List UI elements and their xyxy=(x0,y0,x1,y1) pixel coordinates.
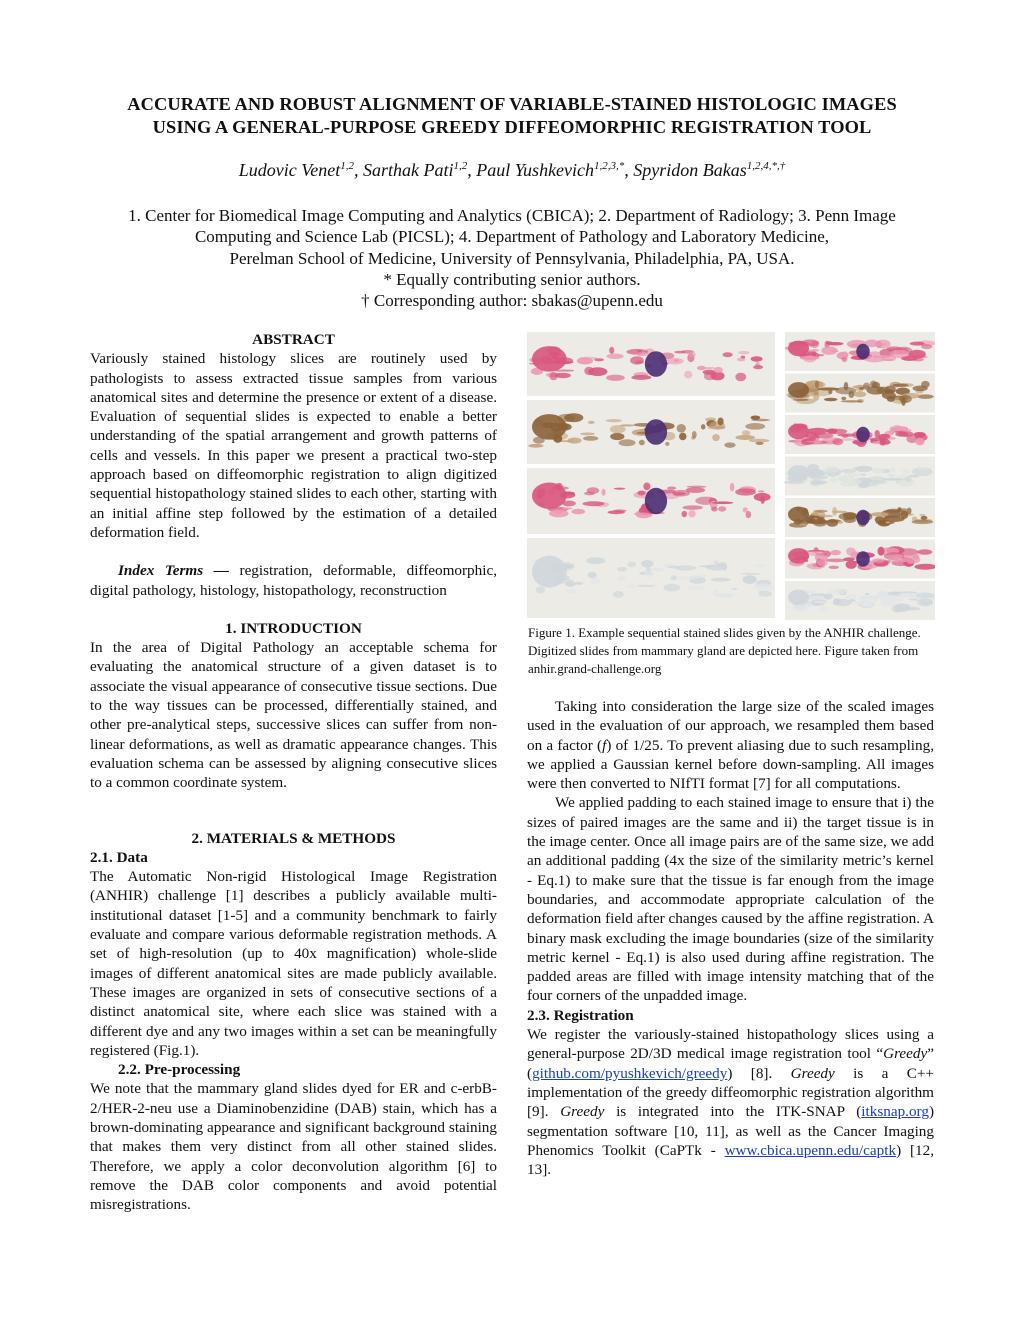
data-text: The Automatic Non-rigid Histological Image Registration (ANHIR) challenge [1] describes a publicly available multi-institutional dataset [1-5] and a community benchmark to fairly evaluate and compare various deformable registration methods. A set of high-resolution (up to 40x magnification) whole-slide images of different anatomical sites are made publicly available. These images are organized in sets of consecutive sections of a distinct anatomical site, where each slice was stained with a different dye and any two images within a set can be meaningfully registered (Fig.1). xyxy=(90,868,497,1059)
author-list: Ludovic Venet$^{1,2}$, Sarthak Pati$^{1,2}$, Paul Yushkevich$^{1,2,3,*}$, Spyridon Bakas$^{1,2,4,*,\dagger}$ xyxy=(238,160,786,180)
figure-1-caption: Figure 1. Example sequential stained slides given by the ANHIR challenge. Digitized slides from mammary gland are depicted here. Figure taken from anhir.grand-challenge.org xyxy=(528,625,921,676)
slide-he-2 xyxy=(527,468,775,534)
author-affiliation-marks: 1,2,4,*,† xyxy=(746,160,786,172)
abstract-text: Variously stained histology slices are routinely used by pathologists to assess extracted tissue samples from various anatomical sites and determine the presence or extent of a disease. Evaluation of sequential slides is expected to enable a better understanding of the spatial arrangement and growth patterns of cells and vessels. In this paper we present a practical two-step approach based on diffeomorphic registration to align digitized sequential histopathology stained slides to each other, starting with an initial affine step followed by the estimation of a detailed deformation field. xyxy=(90,350,497,541)
index-terms xyxy=(90,561,497,600)
left-column xyxy=(90,330,497,1214)
index-terms-label: Index Terms — xyxy=(118,562,229,580)
slide-small-7 xyxy=(785,581,935,620)
author-affiliation-marks: 1,2 xyxy=(340,160,354,172)
affiliation-line: Computing and Science Lab (PICSL); 4. Department of Pathology and Laboratory Medicine, xyxy=(194,227,830,247)
author-affiliation-marks: 1,2 xyxy=(453,160,468,172)
slide-small-5 xyxy=(785,498,935,537)
senior-authors-note: * Equally contributing senior authors. xyxy=(383,269,641,289)
introduction-heading: 1. INTRODUCTION xyxy=(225,619,362,637)
slide-he-1 xyxy=(527,332,775,396)
slide-small-3 xyxy=(785,415,935,454)
itksnap-link[interactable]: itksnap.org xyxy=(861,1103,929,1121)
methods-heading: 2. MATERIALS & METHODS xyxy=(191,829,396,847)
author-name: Spyridon Bakas xyxy=(633,160,747,180)
greedy-github-link[interactable]: github.com/pyushkevich/greedy xyxy=(532,1064,728,1082)
introduction-text: In the area of Digital Pathology an acceptable schema for evaluating the anatomical structure of a given dataset is to associate the visual appearance of consecutive tissue sections. Due to the way tissues can be processed, differentially stained, and other pre-analytical steps, successive slices can suffer from non-linear deformations, as well as dramatic appearance changes. This evaluation schema can be assessed by aligning consecutive slices to a common coordinate system. xyxy=(90,639,497,792)
index-terms-text: registration, deformable, diffeomorphic, digital pathology, histology, histopathology, reconstruction xyxy=(90,562,498,599)
author-name: Paul Yushkevich xyxy=(476,160,595,180)
paper-title xyxy=(60,93,964,139)
slide-small-6 xyxy=(785,540,935,579)
right-column xyxy=(527,697,934,1179)
registration-subheading: 2.3. Registration xyxy=(527,1006,634,1024)
padding-paragraph: We applied padding to each stained image to ensure that i) the sizes of paired images are the same and ii) the target tissue is in the image center. Once all image pairs are of the same size, we add an additional padding (4x the size of the similarity metric’s kernel - Eq.1) to make sure that the tissue is far enough from the image boundaries, and accommodate appropriate calculation of the deformation field after changes caused by the affine registration. A binary mask excluding the image boundaries (size of the similarity metric kernel - Eq.1) is also used during affine registration. The padded areas are filled with image intensity matching that of the four corners of the unpadded image. xyxy=(527,794,934,1005)
data-subheading: 2.1. Data xyxy=(90,848,148,866)
title-line-1: ACCURATE AND ROBUST ALIGNMENT OF VARIABLE-STAINED HISTOLOGIC IMAGES xyxy=(127,94,897,114)
preprocessing-subheading: 2.2. Pre-processing xyxy=(118,1061,241,1079)
affiliations xyxy=(60,205,964,311)
preprocessing-text: We note that the mammary gland slides dyed for ER and c-erbB-2/HER-2-neu use a Diaminobenzidine (DAB) stain, which has a brown-dominating appearance and significant background staining that makes them very distinct from all other stained slides. Therefore, we apply a color deconvolution algorithm [6] to remove the DAB color components and avoid potential misregistrations. xyxy=(90,1080,497,1214)
affiliation-line: 1. Center for Biomedical Image Computing and Analytics (CBICA); 2. Department of Radiology; 3. Penn Image xyxy=(128,206,896,225)
resampling-paragraph: Taking into consideration the large size of the scaled images used in the evaluation of our approach, we resampled them based on a factor (f) of 1/25. To prevent aliasing due to such resampling, we applied a Gaussian kernel before down-sampling. All images were then converted to NIfTI format [7] for all computations. xyxy=(527,698,934,793)
slide-small-4 xyxy=(784,457,935,496)
abstract-heading: ABSTRACT xyxy=(252,331,335,348)
figure-1-stained-slides xyxy=(527,330,935,620)
slide-small-1 xyxy=(785,332,935,371)
slide-pale xyxy=(527,538,775,618)
slides-illustration xyxy=(527,330,935,620)
corresponding-author: † Corresponding author: sbakas@upenn.edu xyxy=(361,291,663,311)
captk-link[interactable]: www.cbica.upenn.edu/captk xyxy=(724,1141,897,1159)
slide-small-2 xyxy=(785,374,935,413)
author-name: Sarthak Pati xyxy=(362,160,454,180)
registration-paragraph: We register the variously-stained histopathology slices using a general-purpose 2D/3D medical image registration tool “Greedy” (github.com/pyushkevich/greedy) [8]. Greedy is a C++ implementation of the greedy diffeomorphic registration algorithm [9]. Greedy is integrated into the ITK-SNAP (itksnap.org) segmentation software [10, 11], as well as the Cancer Imaging Phenomics Toolkit (CaPTk - www.cbica.upenn.edu/captk) [12, 13]. xyxy=(527,1026,934,1179)
author-name: Ludovic Venet xyxy=(238,160,341,180)
author-affiliation-marks: 1,2,3,* xyxy=(594,160,625,172)
affiliation-line: Perelman School of Medicine, University of Pennsylvania, Philadelphia, PA, USA. xyxy=(229,248,795,268)
slide-dab xyxy=(527,400,775,464)
title-line-2: USING A GENERAL-PURPOSE GREEDY DIFFEOMORPHIC REGISTRATION TOOL xyxy=(152,117,872,137)
